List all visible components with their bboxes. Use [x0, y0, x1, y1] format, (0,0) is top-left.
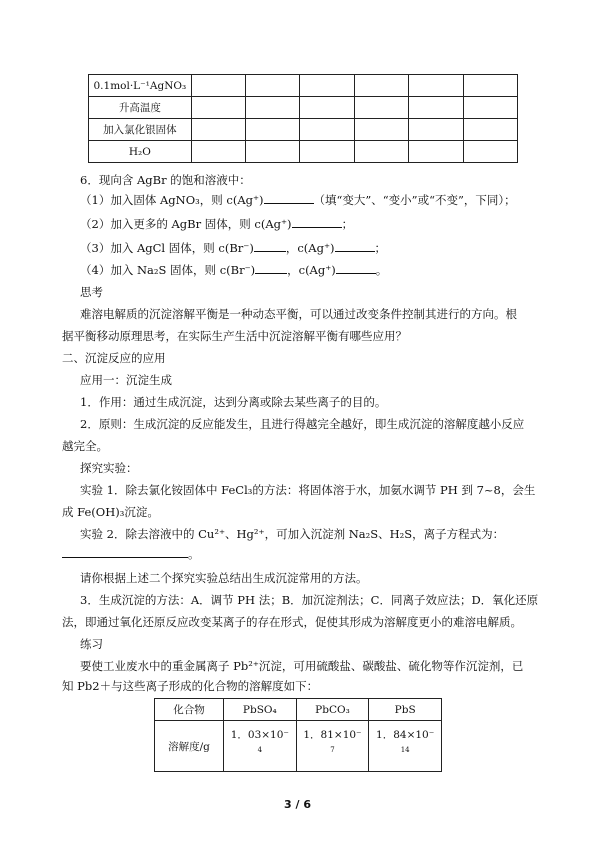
answer-blank[interactable]	[264, 193, 314, 204]
table-cell: 0.1mol·L⁻¹AgNO₃	[89, 75, 192, 97]
practice-title: 练习	[80, 637, 103, 651]
page-number: 3 / 6	[284, 798, 311, 811]
paragraph: 实验 2．除去溶液中的 Cu²⁺、Hg²⁺，可加入沉淀剂 Na₂S、H₂S，离子方程式为：	[80, 527, 505, 541]
paragraph: 1．作用：通过生成沉淀，达到分离或除去某些离子的目的。	[80, 395, 387, 409]
question-6-stem: 6．现向含 AgBr 的饱和溶液中：	[80, 173, 251, 187]
answer-blank[interactable]	[255, 263, 287, 274]
table-row	[89, 97, 518, 119]
question-6-line-3: （3）加入 AgCl 固体，则 c(Br⁻) ，c(Ag⁺) ；	[80, 241, 387, 255]
answer-blank[interactable]	[292, 217, 342, 228]
table-cell: 加入氯化银固体	[89, 119, 192, 141]
table-row	[155, 699, 442, 721]
table-row	[89, 119, 518, 141]
table-header: PbCO₃	[296, 699, 369, 721]
table-row	[155, 721, 442, 772]
paragraph: 2．原则：生成沉淀的反应能发生，且进行得越完全越好，即生成沉淀的溶解度越小反应	[80, 417, 525, 431]
subheading: 应用一：沉淀生成	[80, 373, 172, 387]
paragraph: 实验 1．除去氯化铵固体中 FeCl₃的方法：将固体溶于水，加氨水调节 PH 到 7~8，会生	[80, 483, 536, 497]
paragraph: 请你根据上述二个探究实验总结出生成沉淀常用的方法。	[80, 571, 368, 585]
question-6-line-4: （4）加入 Na₂S 固体，则 c(Br⁻) ，c(Ag⁺) 。	[80, 263, 388, 277]
table-cell: 1．84×10⁻ 14	[369, 721, 442, 772]
table-cell: H₂O	[89, 141, 192, 163]
table-cell: 升高温度	[89, 97, 192, 119]
answer-blank[interactable]	[336, 263, 376, 274]
paragraph: 要使工业废水中的重金属离子 Pb²⁺沉淀，可用硫酸盐、碳酸盐、硫化物等作沉淀剂，已	[80, 659, 524, 673]
answer-line: 。	[62, 546, 200, 562]
paragraph: 知 Pb2＋与这些离子形成的化合物的溶解度如下：	[62, 679, 319, 693]
paragraph: 越完全。	[62, 439, 108, 453]
answer-blank[interactable]	[62, 547, 188, 558]
paragraph: 难溶电解质的沉淀溶解平衡是一种动态平衡，可以通过改变条件控制其进行的方向。根	[80, 307, 517, 321]
question-6-line-1: （1）加入固体 AgNO₃，则 c(Ag⁺) （填“变大”、“变小”或“不变”，下同）；	[80, 193, 516, 207]
table-cell: 1．03×10⁻ 4	[224, 721, 297, 772]
table-cell: 1．81×10⁻ 7	[296, 721, 369, 772]
table-header: PbS	[369, 699, 442, 721]
paragraph: 据平衡移动原理思考，在实际生产生活中沉淀溶解平衡有哪些应用？	[62, 329, 407, 343]
table-cell: 溶解度/g	[155, 721, 224, 772]
answer-blank[interactable]	[335, 241, 375, 252]
solubility-table	[154, 698, 442, 772]
paragraph: 3．生成沉淀的方法：A．调节 PH 法；B．加沉淀剂法；C．同离子效应法；D．氧化还原	[80, 593, 539, 607]
table-header: 化合物	[155, 699, 224, 721]
paragraph: 法，即通过氧化还原反应改变某离子的存在形式，促使其形成为溶解度更小的难溶电解质。	[62, 615, 522, 629]
condition-table	[88, 74, 518, 163]
table-header: PbSO₄	[224, 699, 297, 721]
paragraph: 成 Fe(OH)₃沉淀。	[62, 505, 159, 519]
table-row	[89, 75, 518, 97]
think-title: 思考	[80, 285, 103, 299]
answer-blank[interactable]	[254, 241, 286, 252]
section-heading: 二、沉淀反应的应用	[62, 351, 166, 365]
question-6-line-2: （2）加入更多的 AgBr 固体，则 c(Ag⁺) ；	[80, 217, 354, 231]
table-row	[89, 141, 518, 163]
subheading: 探究实验：	[80, 461, 138, 475]
